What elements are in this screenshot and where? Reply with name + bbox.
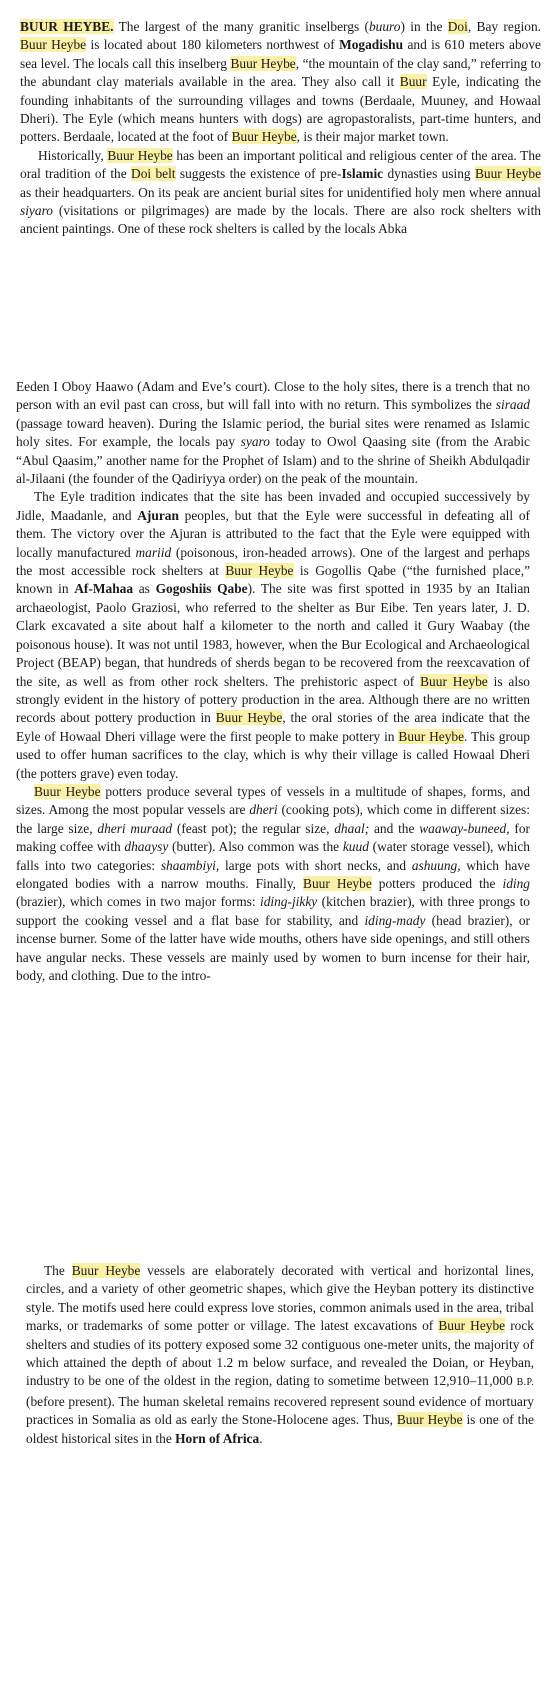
- text-run: (visitations or pilgrimages) are made by the locals. There are also rock shelters with ancient paintings. One of these rock shelters is called by the locals Abka: [20, 203, 541, 237]
- text-run: is located about 180 kilometers northwest of: [86, 37, 340, 53]
- text-run: , is their major market town.: [296, 129, 449, 145]
- text-run: The largest of the many granitic inselbergs (: [113, 19, 369, 34]
- italic-term: shaambiyi,: [160, 857, 220, 873]
- highlight: Buur Heybe: [303, 875, 372, 891]
- highlight: Buur Heybe: [396, 1412, 463, 1428]
- highlight: Buur Heybe: [420, 673, 488, 689]
- text-run: (water storage vessel), which falls into two categories:: [16, 839, 530, 873]
- bold-term: Mogadishu: [339, 37, 404, 53]
- bold-term: Gogoshiis Qabe: [155, 581, 248, 597]
- text-run: dynasties using: [383, 166, 475, 182]
- text-run: .: [259, 1430, 263, 1446]
- italic-term: dheri muraad: [97, 820, 173, 836]
- italic-term: dheri: [249, 802, 278, 818]
- text-run: and the: [369, 820, 420, 836]
- highlight: Buur Heybe: [474, 166, 542, 182]
- paragraph-2: [20, 147, 541, 239]
- text-run: vessels are elaborately decorated with vertical and horizontal lines, circles, and a variety of other geometric shapes, which give the Heyban pottery its distinctive style. The motifs used here could express love stories, common animals used in the area, tribal marks, or trademarks of some potter or village. The latest excavations of: [26, 1263, 535, 1334]
- text-run: (head brazier), or incense burner. Some of the latter have wide mouths, others have side openings, and still others have angular necks. These vessels are mainly used by women to burn incense for their hair, body, and clothing. Due to the intro-: [16, 912, 530, 983]
- text-run: (butter). Also common was the: [168, 839, 343, 855]
- text-run: ). The site was first spotted in 1935 by an Italian archaeologist, Paolo Graziosi, who referred to the shelter as Bur Eibe. Ten years later, J. D. Clark excavated a site about half a kilometer to the north and called it Gury Waabay (the poisonous house). It was not until 1983, however, when the Bur Ecological and Archaeological Project (BEAP) began, that hundreds of sherds began to be recovered from the reexcavation of the site, as well as from other rock shelters. The prehistoric aspect of: [16, 581, 530, 689]
- italic-term: kuud: [342, 839, 369, 855]
- highlight: Buur Heybe: [34, 783, 101, 799]
- highlight: Buur Heybe: [438, 1318, 506, 1334]
- text-run: (poisonous, iron-headed arrows). One of the largest and perhaps the most accessible rock shelters at: [16, 544, 530, 579]
- text-run: , the oral stories of the area indicate that the Eyle of Howaal Dheri village were the first people to make pottery in: [16, 710, 530, 744]
- italic-term: waaway-buneed,: [419, 820, 510, 836]
- highlight: Buur Heybe: [398, 728, 465, 744]
- italic-term: syaro: [240, 434, 270, 450]
- text-run: today to Owol Qaasing site (from the Arabic “Abul Qaasim,” another name for the Prophet of Islam) and to the shrine of Sheikh Abdulqadir al-Jilaani (the founder of the Qadiriyya order) on the peak of the mountain.: [16, 434, 530, 487]
- paragraph-3: [16, 378, 530, 488]
- text-run: has been an important political and religious center of the area. The oral tradition of the: [20, 147, 541, 182]
- paragraph-1: [20, 18, 541, 147]
- text-run: peoples, but that the Eyle were successful in defeating all of them. The victory over the Ajuran is attributed to the fact that the Eyle were equipped with locally manufactured: [16, 507, 530, 560]
- highlight: Buur Heybe: [71, 1263, 141, 1278]
- paragraph-4: [16, 488, 530, 783]
- text-run: rock shelters and studies of its pottery exposed some 32 contiguous one-meter units, the majority of which attained the depth of about 1.2 m below surface, and revealed the Doian, or Heyban, industry to be one of the oldest in the region, dating to sometime between 12,910–11,000: [26, 1318, 534, 1389]
- highlight: Buur Heybe: [231, 129, 297, 145]
- italic-term: siraad: [495, 397, 530, 413]
- highlight: Buur Heybe: [20, 37, 87, 53]
- text-block-1: [20, 18, 541, 239]
- text-block-2: [16, 378, 530, 985]
- text-run: potters produced the: [371, 875, 503, 891]
- italic-term: mariid: [135, 544, 172, 560]
- italic-term: iding: [502, 875, 530, 891]
- paragraph-5: [16, 783, 530, 985]
- bold-term: Islamic: [341, 166, 384, 182]
- italic-term: dhaal;: [334, 820, 370, 836]
- text-run: (brazier), which comes in two major forms:: [16, 894, 260, 910]
- text-block-3: [26, 1262, 534, 1448]
- highlight: Buur Heybe: [215, 710, 283, 726]
- text-run: The Eyle tradition indicates that the site has been invaded and occupied successively by Jidle, Maadanle, and: [16, 489, 530, 523]
- italic-term: siyaro: [20, 203, 53, 219]
- text-run: large pots with short necks, and: [219, 857, 412, 873]
- italic-term: iding-jikky: [259, 894, 318, 910]
- italic-term: iding-mady: [364, 912, 426, 928]
- text-run: potters produce several types of vessels in a multitude of shapes, forms, and sizes. Among the most popular vessels are: [16, 783, 530, 818]
- highlight: Buur Heybe: [225, 563, 294, 579]
- italic-term: dhaaysy: [124, 839, 169, 855]
- entry-title: BUUR HEYBE.: [20, 19, 114, 34]
- small-caps-term: B.P.: [516, 1377, 534, 1389]
- highlight: Buur: [399, 74, 427, 90]
- italic-term: buuro: [368, 19, 401, 34]
- text-run: Eeden I Oboy Haawo (Adam and Eve’s court). Close to the holy sites, there is a trench that no person with an evil past can cross, but will fall into with no return. This symbolizes the: [16, 379, 530, 413]
- highlight: Buur Heybe: [230, 55, 296, 71]
- bold-term: Ajuran: [137, 507, 179, 523]
- highlight: Buur Heybe: [107, 147, 173, 163]
- text-run: Historically,: [38, 147, 108, 163]
- bold-term: Af-Mahaa: [74, 581, 134, 597]
- text-run: . This group used to offer human sacrifices to the clay, which is why their village is called Howaal Dheri (the potters grave) even today.: [16, 728, 530, 781]
- italic-term: ashuung,: [411, 857, 461, 873]
- text-run: (feast pot); the regular size,: [172, 820, 335, 836]
- text-run: for making coffee with: [16, 820, 530, 855]
- text-run: and is 610 meters above sea level. The locals call this inselberg: [20, 37, 541, 71]
- text-run: is one of the oldest historical sites in the: [26, 1412, 535, 1446]
- text-run: The: [44, 1263, 72, 1278]
- text-run: suggests the existence of pre-: [175, 166, 342, 182]
- text-run: Eyle, indicating the founding inhabitants of the surrounding villages and towns (Berdaale, Muuney, and Howaal Dheri). The Eyle (which means hunters with dogs) are agropastoralists, part-time hunters, and potters. Berdaale, located at the foot of: [20, 74, 542, 145]
- text-run: (cooking pots), which come in different sizes: the large size,: [16, 802, 530, 836]
- text-run: (before present). The human skeletal remains recovered represent sound evidence of mortuary practices in Somalia as old as early the Stone-Holocene ages. Thus,: [26, 1393, 534, 1428]
- text-run: , “the mountain of the clay sand,” referring to the abundant clay materials available in the area. They also call it: [20, 55, 542, 90]
- text-run: as: [133, 581, 156, 597]
- text-run: is also strongly evident in the history of pottery production in the area. Although there are no written records about pottery production in: [16, 673, 530, 726]
- bold-term: Horn of Africa: [175, 1430, 260, 1446]
- highlight: Doi: [447, 19, 468, 34]
- text-run: ) in the: [400, 19, 448, 34]
- text-run: (kitchen brazier), with three prongs to support the cooking vessel and a flat base for stability, and: [16, 894, 530, 928]
- text-run: , Bay region.: [467, 19, 541, 34]
- highlight: Doi belt: [131, 166, 176, 182]
- text-run: (passage toward heaven). During the Islamic period, the burial sites were renamed as Islamic holy sites. For example, the locals pay: [16, 415, 530, 450]
- text-run: is Gogollis Qabe (“the furnished place,” known in: [16, 563, 531, 597]
- paragraph-6: [26, 1262, 534, 1448]
- text-run: as their headquarters. On its peak are ancient burial sites for unidentified holy men where annual: [20, 184, 541, 200]
- text-run: which have elongated bodies with a narrow mouths. Finally,: [16, 857, 530, 891]
